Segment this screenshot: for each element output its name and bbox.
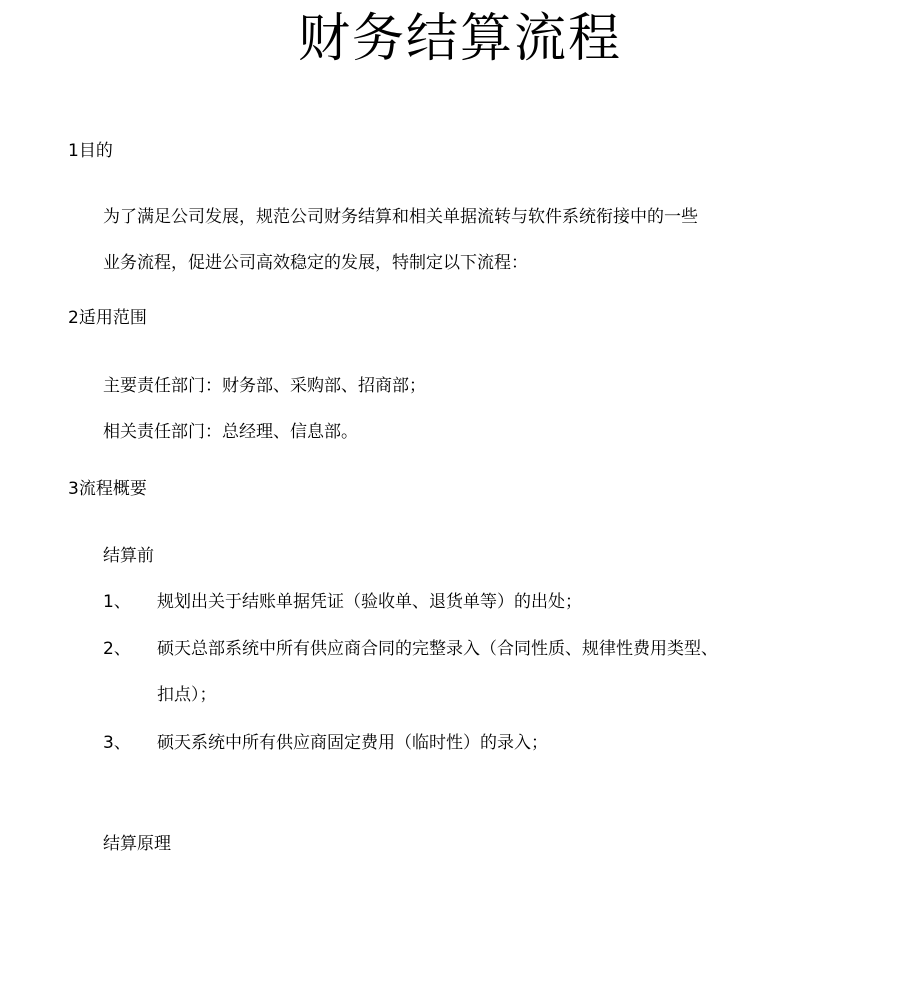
document-title: 财务结算流程 xyxy=(297,9,622,69)
list-item-text: 硕天系统中所有供应商固定费用（临时性）的录入； xyxy=(157,733,548,753)
list-item-number: 2、 xyxy=(103,639,131,659)
list-item-text-continued: 扣点）； xyxy=(157,685,217,705)
section-heading-scope: 2适用范围 xyxy=(68,308,147,328)
list-item-text: 规划出关于结账单据凭证（验收单、退货单等）的出处； xyxy=(157,592,582,612)
subheading-settlement-principle: 结算原理 xyxy=(103,834,171,854)
subheading-before-settlement: 结算前 xyxy=(103,546,154,566)
scope-related-departments: 相关责任部门：总经理、信息部。 xyxy=(103,422,358,442)
section-heading-purpose: 1目的 xyxy=(68,141,113,161)
list-item-number: 3、 xyxy=(103,733,131,753)
list-item-text: 硕天总部系统中所有供应商合同的完整录入（合同性质、规律性费用类型、 xyxy=(157,639,718,659)
purpose-paragraph-line-2: 业务流程，促进公司高效稳定的发展，特制定以下流程： xyxy=(103,253,528,273)
scope-main-departments: 主要责任部门：财务部、采购部、招商部； xyxy=(103,376,426,396)
section-heading-overview: 3流程概要 xyxy=(68,479,147,499)
purpose-paragraph-line-1: 为了满足公司发展，规范公司财务结算和相关单据流转与软件系统衔接中的一些 xyxy=(103,207,698,227)
list-item-number: 1、 xyxy=(103,592,131,612)
